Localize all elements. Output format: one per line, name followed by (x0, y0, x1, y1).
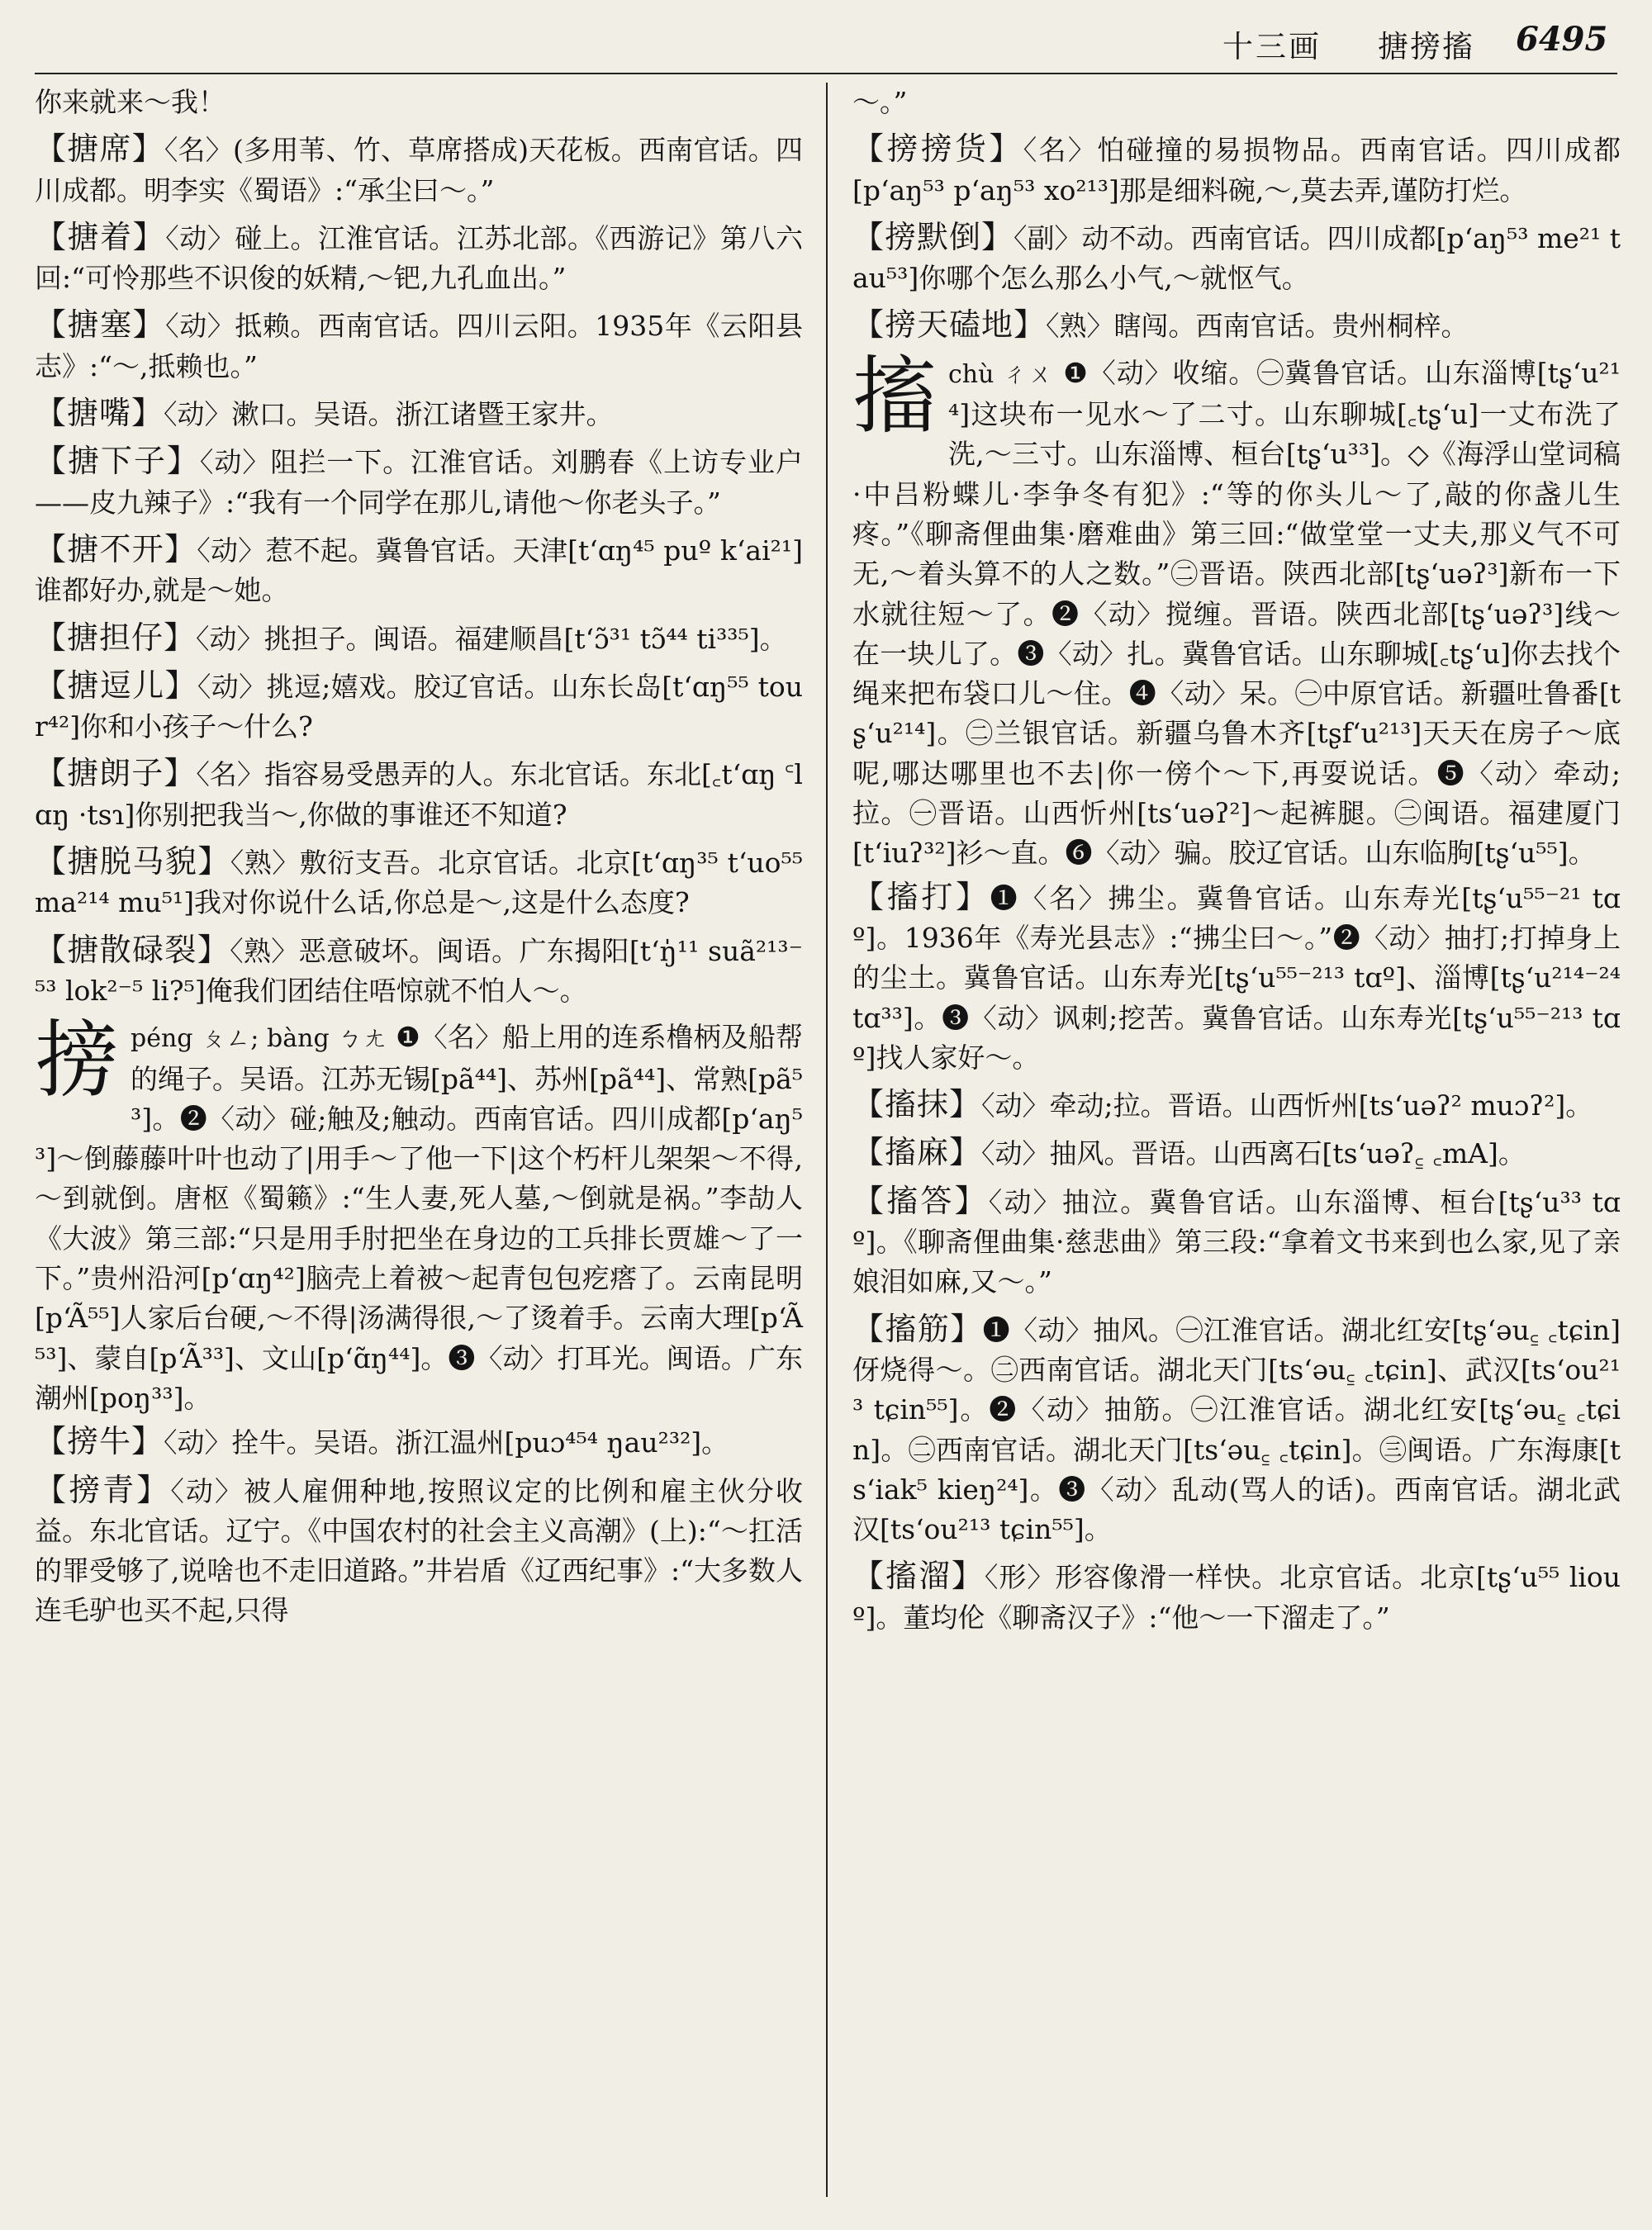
entry (35, 842, 803, 923)
continued-text: 你来就来～我！ (35, 86, 225, 118)
character-definition: ❶〈名〉船上用的连系橹柄及船帮的绳子。吴语。江苏无锡[pã⁴⁴]、苏州[pã⁴⁴]、常熟[pã⁵³]。❷〈动〉碰;触及;触动。西南官话。四川成都[p‘aŋ⁵³]～倒藤藤叶叶也动了|用手～了他一下|这个朽杆儿架架～不得,～到就倒。唐枢《蜀籁》:“生人妻,死人墓,～倒就是祸。”李劼人《大波》第三部:“只是用手肘把坐在身边的工兵排长贾雄～了一下。”贵州沿河[p‘ɑŋ⁴²]脑壳上着被～起青包包疙瘩了。云南昆明[p‘Ã⁵⁵]人家后台硬,～不得|汤满得很,～了烫着手。云南大理[p‘Ã⁵³]、蒙自[p‘Ã³³]、文山[p‘ɑ̃ŋ⁴⁴]。❸〈动〉打耳光。闽语。广东潮州[poŋ³³]。 (35, 1021, 803, 1414)
column-divider (826, 83, 828, 2197)
entry-headword: 【搪脱马貌】 (35, 843, 230, 880)
entry-definition: 〈动〉被人雇佣种地,按照议定的比例和雇主伙分收益。东北官话。辽宁。《中国农村的社会主义高潮》(上):“～扛活的罪受够了,说啥也不走旧道路。”井岩盾《辽西纪事》:“大多数人连毛驴也买不起,只得 (35, 1474, 803, 1627)
headword-character: 搒 (35, 1012, 119, 1111)
entry-headword: 【搪逗儿】 (35, 667, 197, 704)
entry-headword: 【搒默倒】 (852, 218, 1014, 255)
entry (852, 129, 1621, 211)
entry (35, 129, 803, 211)
entry (852, 217, 1621, 299)
entry-definition: 〈熟〉敷衍支吾。北京官话。北京[t‘ɑŋ³⁵ t‘uo⁵⁵ ma²¹⁴ mu⁵¹]我对你说什么话,你总是～,这是什么态度? (35, 847, 803, 919)
entry (852, 305, 1621, 346)
entry (852, 1181, 1621, 1302)
entry-definition: 〈动〉牵动;拉。晋语。山西忻州[ts‘uəʔ² muɔʔ²]。 (981, 1089, 1593, 1122)
entry-headword: 【搪席】 (35, 130, 164, 168)
entry-headword: 【搒天磕地】 (852, 306, 1047, 344)
entry (35, 618, 803, 659)
entry-headword: 【搪下子】 (35, 443, 200, 480)
entry-headword: 【搐麻】 (852, 1134, 982, 1171)
entry (852, 1084, 1621, 1126)
entry-definition: 〈动〉抵赖。西南官话。四川云阳。1935年《云阳县志》:“～,抵赖也。” (35, 310, 803, 382)
page-header (0, 17, 1652, 63)
entry-headword: 【搒青】 (35, 1471, 171, 1508)
entry-headword: 【搪不开】 (35, 530, 197, 567)
entry-headword: 【搐抹】 (852, 1086, 982, 1123)
entry (35, 666, 803, 747)
entry-headword: 【搪朗子】 (35, 755, 197, 792)
entry-definition: 〈熟〉恶意破坏。闽语。广东揭阳[t‘ŋ̍¹¹ suã²¹³⁻⁵³ lok²⁻⁵ li?⁵]俺我们团结住唔惊就不怕人～。 (35, 934, 803, 1007)
entry-headword: 【搪嘴】 (35, 395, 164, 432)
entry-headword: 【搪着】 (35, 218, 166, 255)
entry (852, 1309, 1621, 1550)
entry-headword: 【搒搒货】 (852, 130, 1023, 168)
character-definition: ❶〈动〉收缩。㊀冀鲁官话。山东淄博[tʂ‘u²¹⁴]这块布一见水～了二寸。山东聊城[꜀tʂ‘u]一丈布洗了洗,～三寸。山东淄博、桓台[tʂ‘u³³]。◇《海浮山堂词稿·中吕粉蝶儿·李争冬有犯》:“等的你头儿～了,敲的你盏儿生疼。”《聊斋俚曲集·磨难曲》第三回:“做堂堂一丈夫,那义气不可无,～着头算不的人之数。”㊁晋语。陕西北部[tʂ‘uəʔ³]新布一下水就往短～了。❷〈动〉搅缠。晋语。陕西北部[tʂ‘uəʔ³]线～在一块儿了。❸〈动〉扎。冀鲁官话。山东聊城[꜀tʂ‘u]你去找个绳来把布袋口儿～住。❹〈动〉呆。㊀中原官话。新疆吐鲁番[tʂ‘u²¹⁴]。㊁兰银官话。新疆乌鲁木齐[tʂf‘u²¹³]天天在房子～底呢,哪达哪里也不去|你一傍个～下,再耍说话。❺〈动〉牵动;拉。㊀晋语。山西忻州[ts‘uəʔ²]～起裤腿。㊁闽语。福建厦门[t‘iuʔ³²]衫～直。❻〈动〉骗。胶辽官话。山东临朐[tʂ‘u⁵⁵]。 (852, 356, 1621, 870)
entry-definition: ❶〈动〉抽风。㊀江淮官话。湖北红安[tʂ‘əu꜁ ꜀tɕin]伢烧得～。㊁西南官话。湖北天门[ts‘əu꜁ ꜀tɕin]、武汉[ts‘ou²¹³ tɕin⁵⁵]。❷〈动〉抽筋。㊀江淮官话。湖北红安[tʂ‘əu꜁ ꜀tɕin]。㊁西南官话。湖北天门[ts‘əu꜁ ꜀tɕin]。㊂闽语。广东海康[ts‘iak⁵ kieŋ²⁴]。❸〈动〉乱动(骂人的话)。西南官话。湖北武汉[ts‘ou²¹³ tɕin⁵⁵]。 (852, 1313, 1621, 1546)
right-column (852, 83, 1621, 1644)
entry-definition: 〈动〉挑担子。闽语。福建顺昌[t‘ɔ̃³¹ tɔ̃⁴⁴ ti³³⁵]。 (196, 622, 787, 655)
entry (852, 1556, 1621, 1638)
entry-definition: 〈动〉惹不起。冀鲁官话。天津[t‘ɑŋ⁴⁵ puº k‘ai²¹]谁都好办,就是～她。 (35, 534, 803, 607)
entry-headword: 【搐打】 (852, 878, 990, 915)
entry-definition: 〈动〉抽风。晋语。山西离石[ts‘uəʔ꜁ ꜀mA]。 (981, 1137, 1526, 1170)
entry (35, 1421, 803, 1463)
character-entry (35, 1012, 803, 1418)
entry (35, 217, 803, 299)
entry-definition: 〈名〉(多用苇、竹、草席搭成)天花板。西南官话。四川成都。明李实《蜀语》:“承尘曰～。” (35, 134, 803, 206)
header-characters: 搪搒搐 (1378, 29, 1474, 64)
pinyin: chù ㄔㄨ (948, 359, 1054, 389)
entry-headword: 【搪散碌裂】 (35, 931, 230, 968)
entry-headword: 【搐筋】 (852, 1310, 983, 1347)
left-column (35, 83, 803, 1638)
entry (35, 753, 803, 835)
entry-headword: 【搐答】 (852, 1182, 989, 1219)
entry (35, 930, 803, 1012)
pinyin: péng ㄆㄥ; bàng ㄅㄤ (131, 1024, 387, 1054)
entry (35, 305, 803, 387)
entry-definition: 〈动〉挑逗;嬉戏。胶辽官话。山东长岛[t‘ɑŋ⁵⁵ tour⁴²]你和小孩子～什么? (35, 670, 803, 743)
entry-definition: 〈熟〉瞎闯。西南官话。贵州桐梓。 (1046, 310, 1469, 343)
entry-headword: 【搪塞】 (35, 306, 166, 344)
entry (35, 441, 803, 523)
entry-headword: 【搒牛】 (35, 1423, 164, 1460)
continued-text: ～。” (852, 86, 908, 118)
header-rule (35, 73, 1617, 74)
entry-definition: ❶〈名〉拂尘。冀鲁官话。山东寿光[tʂ‘u⁵⁵⁻²¹ tɑº]。1936年《寿光县志》:“拂尘曰～。”❷〈动〉抽打;打掉身上的尘土。冀鲁官话。山东寿光[tʂ‘u⁵⁵⁻²¹³ tɑº]、淄博[tʂ‘u²¹⁴⁻²⁴ tɑ³³]。❸〈动〉讽刺;挖苦。冀鲁官话。山东寿光[tʂ‘u⁵⁵⁻²¹³ tɑº]找人家好～。 (852, 881, 1621, 1074)
entry-definition: 〈动〉阻拦一下。江淮官话。刘鹏春《上访专业户——皮九辣子》:“我有一个同学在那儿,请他～你老头子。” (35, 446, 803, 519)
entry-definition: 〈副〉动不动。西南官话。四川成都[p‘aŋ⁵³ me²¹ tau⁵³]你哪个怎么那么小气,～就怄气。 (852, 221, 1621, 295)
header-section: 十三画 (1222, 29, 1322, 64)
entry-definition: 〈动〉碰上。江淮官话。江苏北部。《西游记》第八六回:“可怜那些不识俊的妖精,～钯,九孔血出。” (35, 221, 803, 295)
entry (852, 877, 1621, 1078)
entry-definition: 〈名〉怕碰撞的易损物品。西南官话。四川成都[p‘aŋ⁵³ p‘aŋ⁵³ xo²¹³]那是细料碗,～,莫去弄,谨防打烂。 (852, 134, 1621, 206)
entry (35, 529, 803, 611)
page-number: 6495 (1516, 20, 1608, 59)
headword-character: 搐 (852, 347, 937, 446)
entry-definition: 〈名〉指容易受愚弄的人。东北官话。东北[꜀t‘ɑŋ ꜂lɑŋ ·tsɿ]你别把我当～,你做的事谁还不知道? (35, 758, 803, 831)
entry (852, 1132, 1621, 1174)
entry-headword: 【搪担仔】 (35, 619, 197, 656)
entry (35, 393, 803, 434)
entry-definition: 〈形〉形容像滑一样快。北京官话。北京[tʂ‘u⁵⁵ liouº]。董均伦《聊斋汉子》:“他～一下溜走了。” (852, 1561, 1621, 1634)
entry-headword: 【搐溜】 (852, 1558, 985, 1595)
entry-definition: 〈动〉拴牛。吴语。浙江温州[puɔ⁴⁵⁴ ŋau²³²]。 (164, 1426, 729, 1459)
character-entry (852, 347, 1621, 874)
entry (35, 1470, 803, 1631)
entry-definition: 〈动〉漱口。吴语。浙江诸暨王家井。 (164, 398, 614, 431)
entry-definition: 〈动〉抽泣。冀鲁官话。山东淄博、桓台[tʂ‘u³³ tɑº]。《聊斋俚曲集·慈悲曲》第三段:“拿着文书来到也么家,见了亲娘泪如麻,又～。” (852, 1185, 1621, 1298)
